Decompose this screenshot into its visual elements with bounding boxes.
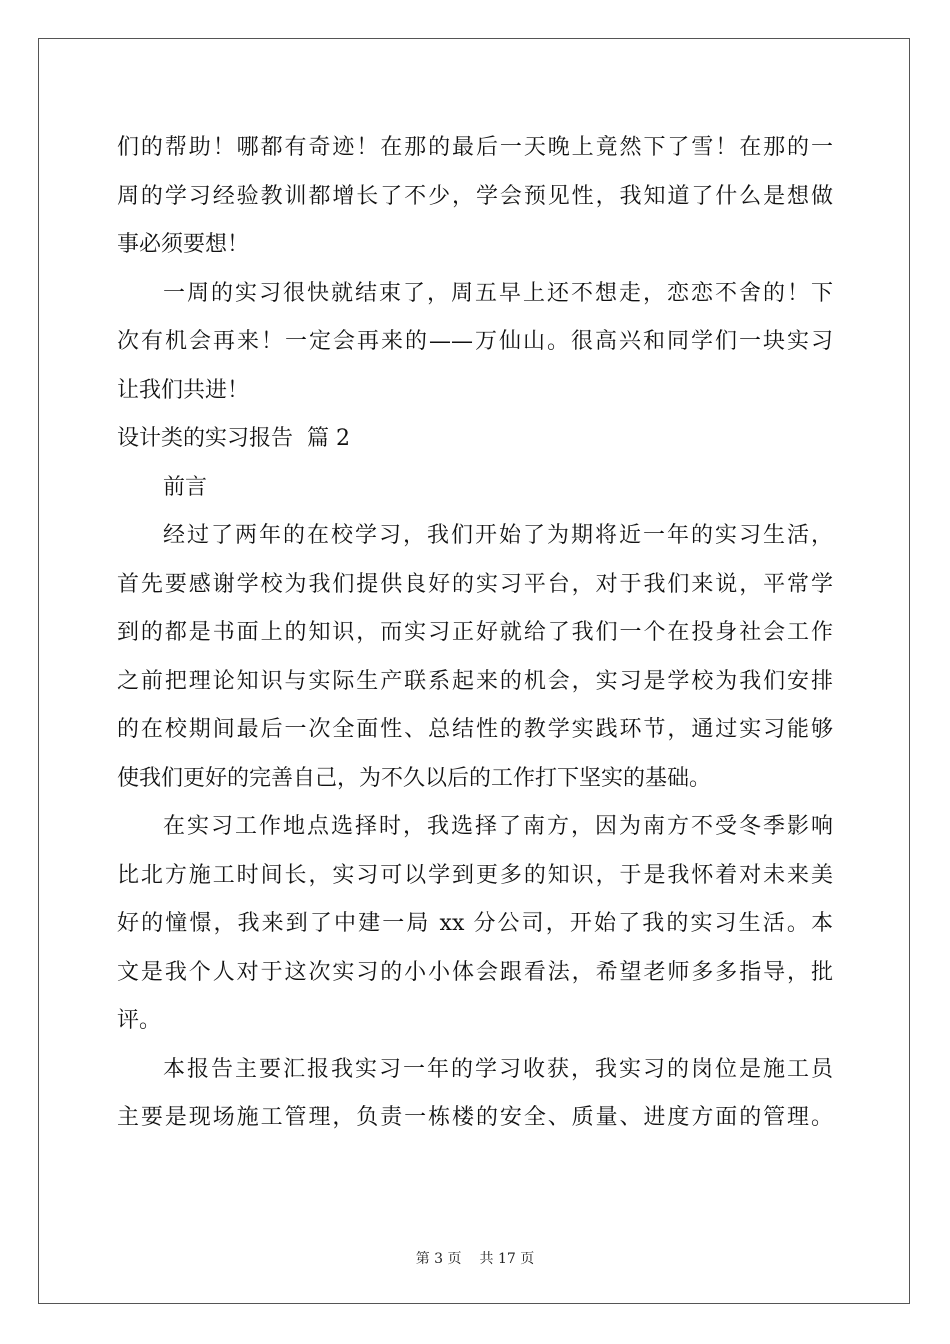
text-line: 事必须要想！ — [117, 232, 250, 257]
text-line: 文是我个人对于这次实习的小小体会跟看法，希望老师多多指导，批 — [117, 959, 833, 985]
text-line: 在实习工作地点选择时，我选择了南方，因为南方不受冬季影响 — [163, 814, 833, 839]
text-line: 好的憧憬，我来到了中建一局 xx 分公司，开始了我的实习生活。本 — [117, 911, 833, 936]
text-line: 首先要感谢学校为我们提供良好的实习平台，对于我们来说，平常学 — [117, 571, 833, 597]
section-number: 篇 2 — [307, 426, 351, 451]
page-footer — [0, 1248, 950, 1268]
text-line: 比北方施工时间长，实习可以学到更多的知识，于是我怀着对未来美 — [117, 862, 833, 888]
paragraph — [117, 270, 833, 416]
text-line: 次有机会再来！一定会再来的——万仙山。很高兴和同学们一块实习 — [117, 329, 833, 354]
text-line: 们的帮助！哪都有奇迹！在那的最后一天晚上竟然下了雪！在那的一 — [117, 135, 833, 160]
text-line: 主要是现场施工管理，负责一栋楼的安全、质量、进度方面的管理。 — [117, 1105, 833, 1130]
text-line: 的在校期间最后一次全面性、总结性的教学实践环节，通过实习能够 — [117, 717, 833, 742]
text-line: 到的都是书面上的知识，而实习正好就给了我们一个在投身社会工作 — [117, 620, 833, 645]
text-line: 让我们共进！ — [117, 377, 250, 403]
text-line: 评。 — [117, 1008, 162, 1033]
paragraph — [117, 803, 833, 1046]
text-line: 经过了两年的在校学习，我们开始了为期将近一年的实习生活， — [163, 523, 833, 548]
section-heading — [117, 415, 833, 464]
text-line: 一周的实习很快就结束了，周五早上还不想走，恋恋不舍的！下 — [163, 280, 833, 306]
paragraph — [117, 1046, 833, 1143]
section-subtitle: 前言 — [163, 474, 208, 500]
section-title: 设计类的实习报告 — [117, 426, 294, 451]
text-line: 本报告主要汇报我实习一年的学习收获，我实习的岗位是施工员 — [163, 1056, 833, 1082]
paragraph — [117, 512, 833, 803]
page-number: 第 3 页 — [415, 1251, 462, 1267]
paragraph — [117, 124, 833, 270]
text-line: 使我们更好的完善自己，为不久以后的工作打下坚实的基础。 — [117, 765, 712, 791]
text-line: 之前把理论知识与实际生产联系起来的机会，实习是学校为我们安排 — [117, 668, 833, 694]
text-line: 周的学习经验教训都增长了不少，学会预见性，我知道了什么是想做 — [117, 183, 833, 209]
page-total: 共 17 页 — [479, 1251, 535, 1267]
document-body — [117, 124, 833, 1143]
